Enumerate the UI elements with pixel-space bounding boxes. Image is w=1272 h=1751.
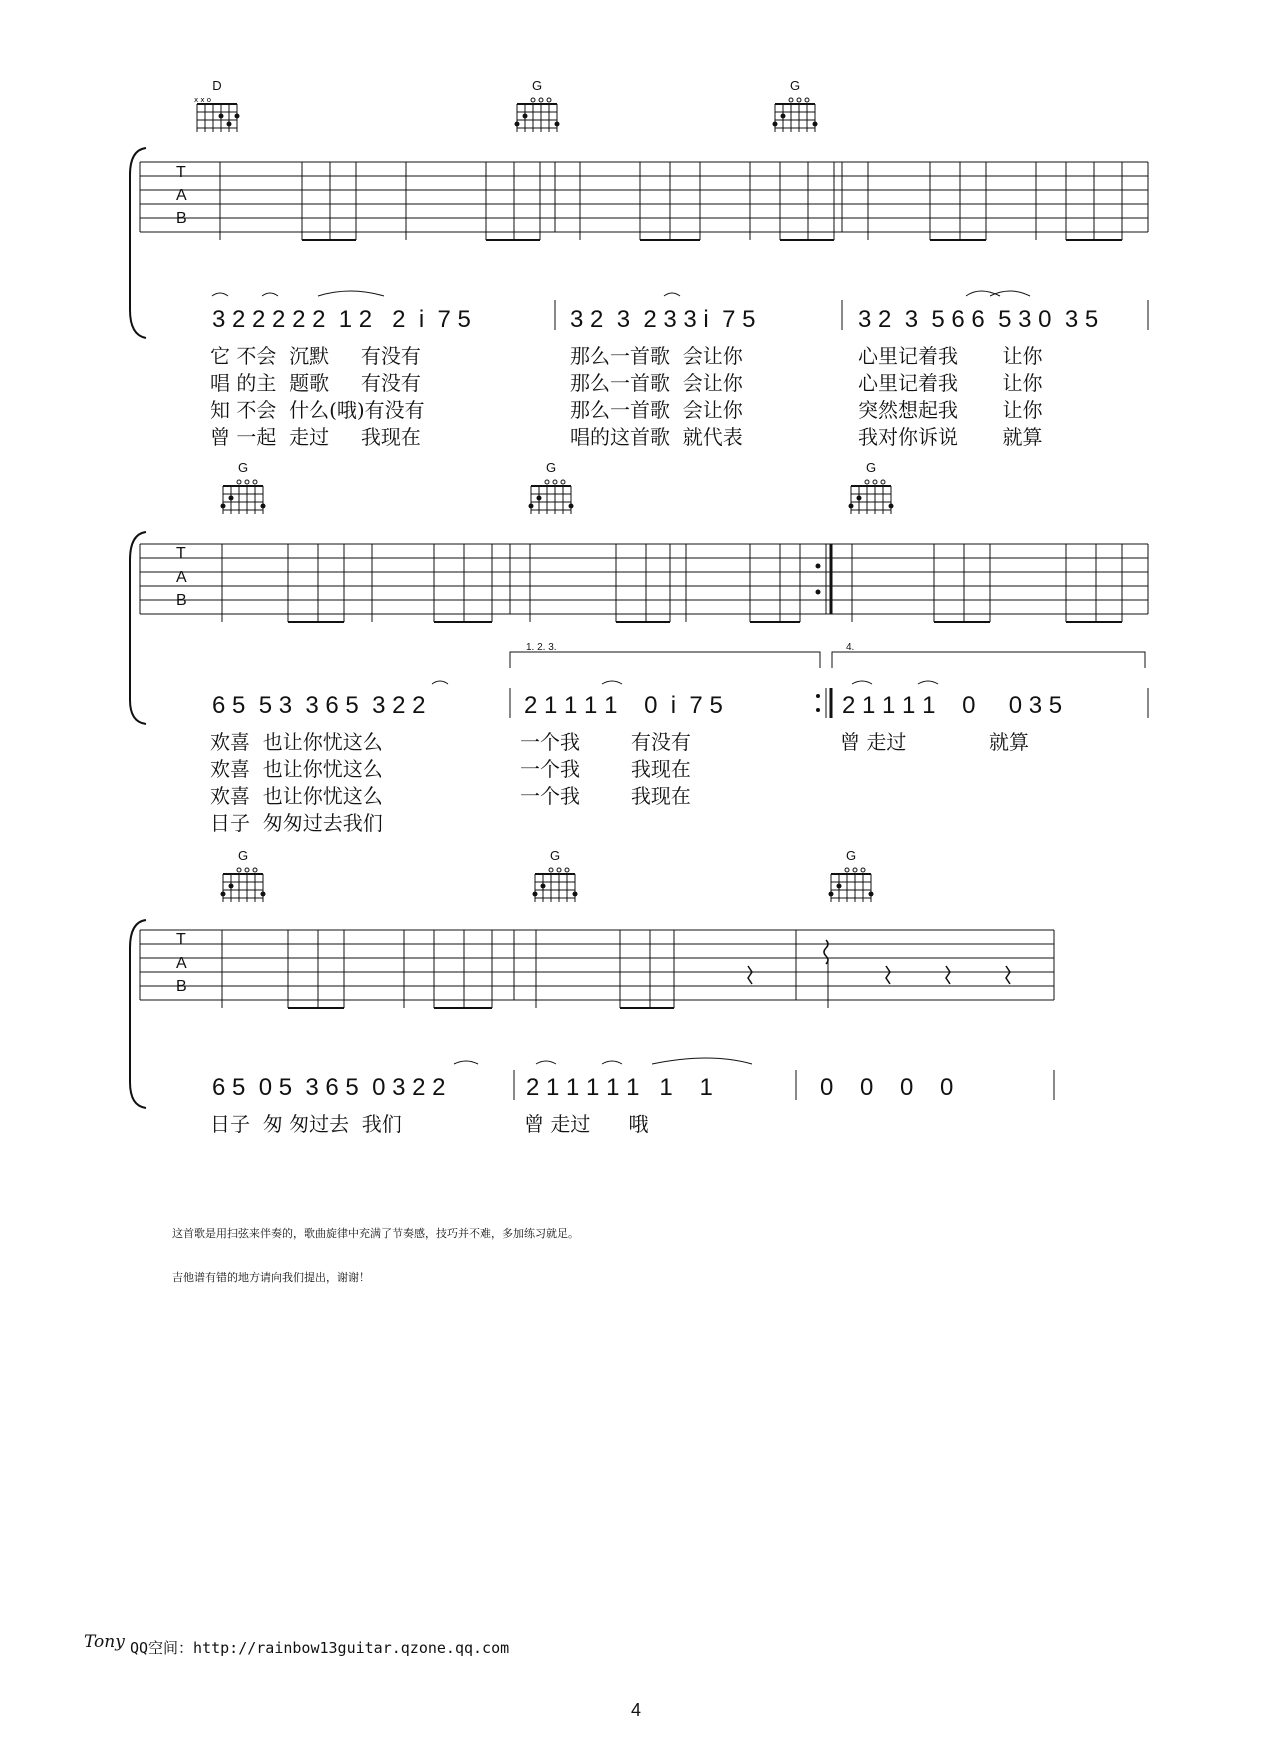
tab-letter: B [176,978,187,995]
lyric-line: 唱 的主 题歌 有没有 [210,371,421,395]
lyric-line: 一个我 我现在 [520,757,691,781]
tab-letter: T [176,545,186,562]
jianpu-notes: 3 2 3 2 3 3 i 7 5 [570,306,756,333]
chord-name: G [789,78,801,93]
jianpu-notes: 2 1 1 1 1 1 1 1 [526,1074,713,1101]
jianpu-notes: 6 5 0 5 3 6 5 0 3 2 2 [212,1074,446,1101]
chord-name: G [237,848,249,863]
lyric-line: 欢喜 也让你忧这么 [210,784,383,808]
lyric-line: 曾 走过 就算 [840,730,1030,754]
chord-name: G [845,848,857,863]
lyric-line: 日子 匆匆过去我们 [210,811,383,835]
chord-name: G [237,460,249,475]
lyric-line: 曾 一起 走过 我现在 [210,425,421,449]
lyric-line: 欢喜 也让你忧这么 [210,730,383,754]
chord-name: G [545,460,557,475]
tab-letter: A [176,187,187,204]
tab-letter: A [176,569,187,586]
qzone-url[interactable]: QQ空间：http://rainbow13guitar.qzone.qq.com [130,1639,510,1657]
correction-note: 吉他谱有错的地方请向我们提出，谢谢！ [172,1271,370,1284]
volta-bracket-label: 1. 2. 3. [526,642,557,653]
lyric-line: 心里记着我 让你 [858,371,1043,395]
playing-tip-note: 这首歌是用扫弦来伴奏的，歌曲旋律中充满了节奏感，技巧并不难，多加练习就足。 [172,1227,579,1240]
lyric-line: 唱的这首歌 就代表 [570,425,743,449]
signature: Tony [84,1632,125,1652]
chord-name: D [212,78,222,93]
lyric-line: 欢喜 也让你忧这么 [210,757,383,781]
svg-text:x x o: x x o [194,96,212,104]
lyric-line: 知 不会 什么(哦)有没有 [210,398,425,422]
lyric-line: 那么一首歌 会让你 [570,371,743,395]
jianpu-notes: 2 1 1 1 1 0 i 7 5 [524,692,723,719]
chord-name: G [549,848,561,863]
volta-bracket-label: 4. [846,642,855,653]
tab-letter: B [176,210,187,227]
tab-letter: A [176,955,187,972]
jianpu-notes: 6 5 5 3 3 6 5 3 2 2 [212,692,426,719]
tab-letter: T [176,164,186,181]
jianpu-notes: 2 1 1 1 1 0 0 3 5 [842,692,1063,719]
lyric-line: 一个我 有没有 [520,730,691,754]
jianpu-notes: 3 2 3 5 6 6 5 3 0 3 5 [858,306,1099,333]
tab-letter: B [176,592,187,609]
lyric-line: 它 不会 沉默 有没有 [210,344,421,368]
lyric-line: 那么一首歌 会让你 [570,398,743,422]
lyric-line: 突然想起我 让你 [858,398,1043,422]
page-number: 4 [630,1700,641,1720]
jianpu-notes: 0 0 0 0 [820,1074,954,1101]
lyric-line: 曾 走过 哦 [524,1112,649,1136]
chord-name: G [531,78,543,93]
lyric-line: 日子 匆 匆过去 我们 [210,1112,402,1136]
lyric-line: 那么一首歌 会让你 [570,344,743,368]
jianpu-notes: 3 2 2 2 2 2 1 2 2 i 7 5 [212,306,471,333]
lyric-line: 一个我 我现在 [520,784,691,808]
chord-name: G [865,460,877,475]
lyric-line: 心里记着我 让你 [858,344,1043,368]
tab-letter: T [176,931,186,948]
lyric-line: 我对你诉说 就算 [858,425,1043,449]
